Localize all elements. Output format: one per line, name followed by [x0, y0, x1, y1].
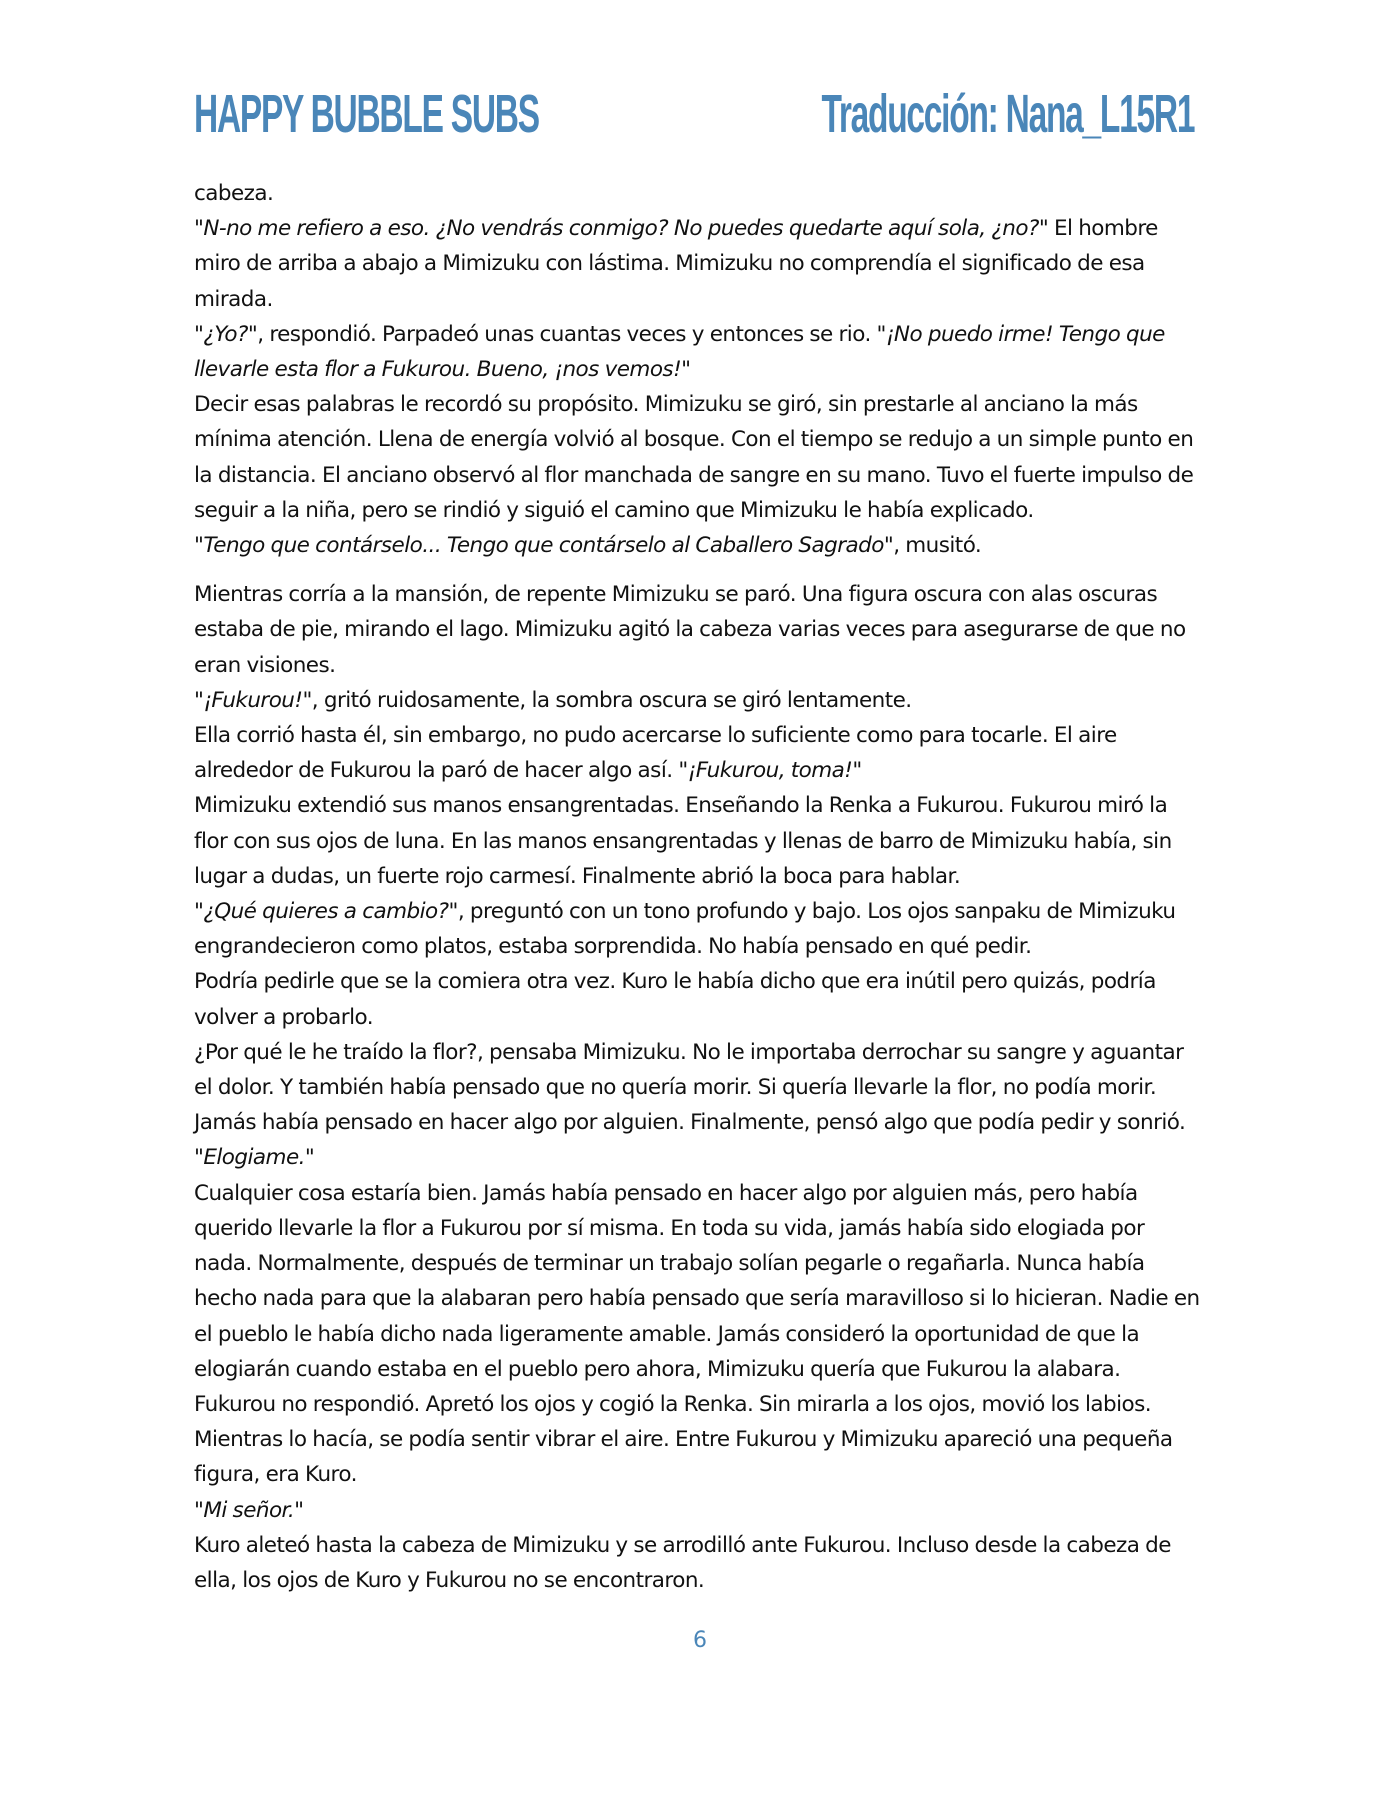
text-run: Ella corrió hasta él, sin embargo, no pudo acercarse lo suficiente como para tocarle. El aire alrededor de Fukurou la paró de hacer algo así. "	[194, 723, 1117, 784]
paragraph	[194, 894, 1204, 964]
text-run: Mientras corría a la mansión, de repente Mimizuku se paró. Una figura oscura con alas oscuras estaba de pie, mirando el lago. Mimizuku agitó la cabeza varias veces para asegurarse de que no eran visiones.	[194, 582, 1186, 678]
italic-text: ¡No puedo irme! Tengo que llevarle esta flor a Fukurou. Bueno, ¡nos vemos!	[194, 321, 1165, 383]
text-run: Cualquier cosa estaría bien. Jamás había pensado en hacer algo por alguien más, pero había querido llevarle la flor a Fukurou por sí misma. En toda su vida, jamás había sido elogiada por nada. Normalmente, después de terminar un trabajo solían pegarle o regañarla. Nunca había hecho nada para que la alabaran pero había pensado que sería maravilloso si lo hicieran. Nadie en el pueblo le había dicho nada ligeramente amable. Jamás consideró la oportunidad de que la elogiarán cuando estaba en el pueblo pero ahora, Mimizuku quería que Fukurou la alabara.	[194, 1180, 1200, 1382]
text-run: ", respondió. Parpadeó unas cuantas veces y entonces se rio. "	[247, 321, 886, 347]
text-run: "	[194, 533, 204, 559]
text-run: cabeza.	[194, 181, 274, 206]
italic-text: ¡Fukurou!	[203, 687, 303, 713]
header-group-name: HAPPY BUBBLE SUBS	[194, 84, 539, 144]
italic-text: Tengo que contárselo... Tengo que contárselo al Caballero Sagrado	[203, 533, 884, 559]
paragraph	[194, 1528, 1204, 1598]
italic-text: ¿Yo?	[203, 321, 248, 347]
paragraph	[194, 1176, 1204, 1387]
italic-text: N-no me refiero a eso. ¿No vendrás conmigo? No puedes quedarte aquí sola, ¿no?	[203, 216, 1039, 242]
paragraph	[194, 387, 1204, 528]
text-run: "	[194, 1145, 204, 1171]
text-run: Decir esas palabras le recordó su propósito. Mimizuku se giró, sin prestarle al anciano la más mínima atención. Llena de energía volvió al bosque. Con el tiempo se redujo a un simple punto en la distancia. El anciano observó al flor manchada de sangre en su mano. Tuvo el fuerte impulso de seguir a la niña, pero se rindió y siguió el camino que Mimizuku le había explicado.	[194, 392, 1194, 523]
text-run: "	[194, 687, 204, 713]
text-run: "	[681, 357, 691, 383]
italic-text: Elogiame.	[203, 1145, 305, 1171]
text-run: "	[304, 1145, 315, 1171]
text-run: Podría pedirle que se la comiera otra vez. Kuro le había dicho que era inútil pero quizás, podría volver a probarlo.	[194, 969, 1156, 1030]
paragraph	[194, 176, 1204, 211]
paragraph	[194, 1387, 1204, 1493]
paragraph	[194, 577, 1204, 683]
paragraph	[194, 964, 1204, 1034]
paragraph	[194, 718, 1204, 788]
text-run: ", preguntó con un tono profundo y bajo. Los ojos sanpaku de Mimizuku engrandecieron como platos, estaba sorprendida. No había pensado en qué pedir.	[194, 899, 1176, 960]
text-run: "	[194, 321, 204, 347]
text-run: Kuro aleteó hasta la cabeza de Mimizuku y se arrodilló ante Fukurou. Incluso desde la cabeza de ella, los ojos de Kuro y Fukurou no se encontraron.	[194, 1532, 1171, 1593]
italic-text: ¡Fukurou, toma!	[687, 758, 853, 784]
text-run: " El hombre miro de arriba a abajo a Mimizuku con lástima. Mimizuku no comprendía el significado de esa mirada.	[194, 216, 1158, 312]
text-run: "	[852, 758, 862, 784]
paragraph	[194, 683, 1204, 718]
paragraph	[194, 788, 1204, 894]
text-run: "	[294, 1497, 304, 1523]
paragraph	[194, 528, 1204, 563]
paragraph-gap	[194, 563, 1204, 577]
text-run: "	[194, 899, 204, 925]
text-run: "	[194, 216, 204, 242]
page-header	[194, 84, 1194, 154]
paragraph	[194, 1140, 1204, 1175]
text-run: "	[194, 1497, 204, 1523]
header-translator-credit: Traducción: Nana_L15R1	[821, 84, 1194, 144]
italic-text: Mi señor.	[203, 1497, 295, 1523]
paragraph	[194, 317, 1204, 387]
paragraph	[194, 211, 1204, 317]
text-run: Mimizuku extendió sus manos ensangrentadas. Enseñando la Renka a Fukurou. Fukurou miró la flor con sus ojos de luna. En las manos ensangrentadas y llenas de barro de Mimizuku había, sin lugar a dudas, un fuerte rojo carmesí. Finalmente abrió la boca para hablar.	[194, 793, 1172, 889]
text-run: Fukurou no respondió. Apretó los ojos y cogió la Renka. Sin mirarla a los ojos, movió los labios. Mientras lo hacía, se podía sentir vibrar el aire. Entre Fukurou y Mimizuku apareció una pequeña figura, era Kuro.	[194, 1391, 1173, 1488]
text-run: ", musitó.	[883, 533, 982, 559]
text-run: ¿Por qué le he traído la flor?, pensaba Mimizuku. No le importaba derrochar su sangre y aguantar el dolor. Y también había pensado que no quería morir. Si quería llevarle la flor, no podía morir. Jamás había pensado en hacer algo por alguien. Finalmente, pensó algo que podía pedir y sonrió.	[194, 1039, 1186, 1136]
paragraph	[194, 1035, 1204, 1141]
page-number: 6	[693, 1628, 707, 1653]
text-run: ", gritó ruidosamente, la sombra oscura se giró lentamente.	[302, 687, 912, 713]
paragraph	[194, 1493, 1204, 1528]
italic-text: ¿Qué quieres a cambio?	[203, 899, 449, 925]
document-body	[194, 176, 1204, 1598]
